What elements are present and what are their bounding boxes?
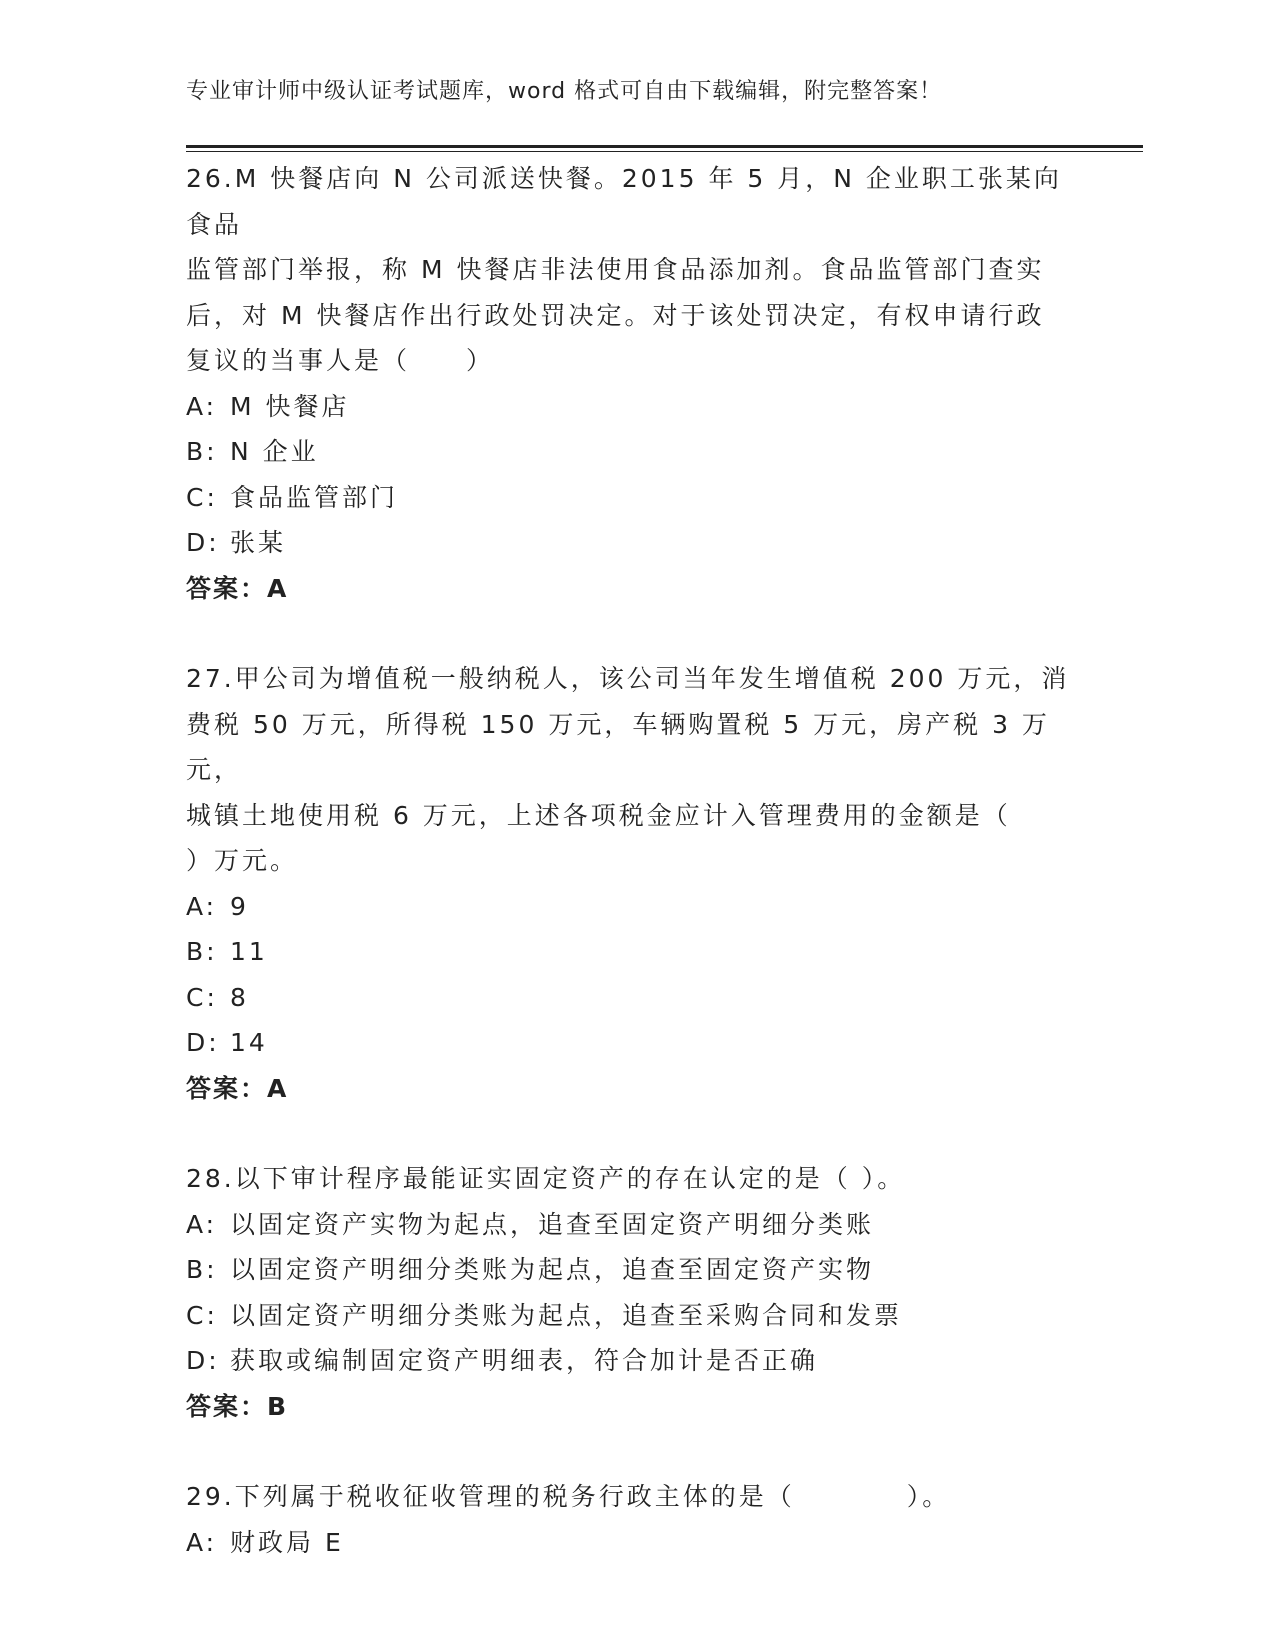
question-26	[186, 156, 1086, 611]
option-letter: B:	[186, 1255, 218, 1284]
option-letter: D:	[186, 1346, 220, 1375]
option-text: N 企业	[230, 437, 319, 466]
option-text: 以固定资产明细分类账为起点，追查至采购合同和发票	[230, 1300, 903, 1330]
option-a	[186, 1520, 1086, 1566]
question-stem: 28.以下审计程序最能证实固定资产的存在认定的是（ ）。	[186, 1164, 906, 1193]
option-a	[186, 384, 1086, 430]
question-stem: 27.甲公司为增值税一般纳税人，该公司当年发生增值税 200 万元，消 费税 50 万元，所得税 150 万元，车辆购置税 5 万元，房产税 3 万元， 城镇土地使用税 6 万元，上述各项税金应计入管理费用的金额是（ ）万元。	[186, 664, 1070, 875]
answer-line: 答案：A	[186, 1073, 289, 1103]
option-letter: D:	[186, 528, 220, 557]
option-letter: C:	[186, 982, 218, 1012]
option-letter: C:	[186, 1300, 218, 1330]
page-header: 专业审计师中级认证考试题库，word 格式可自由下载编辑，附完整答案！	[186, 79, 943, 104]
option-b	[186, 429, 1086, 475]
option-text: 获取或编制固定资产明细表，符合加计是否正确	[230, 1346, 819, 1375]
option-letter: D:	[186, 1028, 220, 1057]
option-a	[186, 884, 1086, 930]
question-stem: 29.下列属于税收征收管理的税务行政主体的是（ ）。	[186, 1482, 951, 1511]
option-letter: C:	[186, 482, 218, 512]
option-b	[186, 1247, 1086, 1293]
answer-line: 答案：A	[186, 573, 289, 603]
option-c	[186, 1293, 1086, 1339]
option-c	[186, 475, 1086, 521]
question-27	[186, 656, 1086, 1111]
header-divider	[186, 145, 1143, 152]
option-letter: A:	[186, 891, 218, 921]
option-d	[186, 1020, 1086, 1066]
option-letter: A:	[186, 391, 218, 421]
option-d	[186, 520, 1086, 566]
question-stem: 26.M 快餐店向 N 公司派送快餐。2015 年 5 月，N 企业职工张某向食品 监管部门举报，称 M 快餐店非法使用食品添加剂。食品监管部门查实 后，对 M 快餐店作出行政处罚决定。对于该处罚决定，有权申请行政 复议的当事人是（ ）	[186, 164, 1062, 375]
answer-line: 答案：B	[186, 1391, 289, 1421]
option-c	[186, 975, 1086, 1021]
option-text: 8	[230, 982, 249, 1012]
option-b	[186, 929, 1086, 975]
option-text: 财政局 E	[230, 1527, 344, 1557]
question-list	[186, 156, 1086, 1610]
option-letter: A:	[186, 1527, 218, 1557]
option-a	[186, 1202, 1086, 1248]
option-text: 14	[230, 1028, 268, 1057]
option-text: M 快餐店	[230, 391, 350, 421]
option-letter: A:	[186, 1209, 218, 1239]
option-text: 食品监管部门	[230, 482, 399, 512]
option-text: 9	[230, 891, 249, 921]
option-text: 11	[230, 937, 268, 966]
option-text: 以固定资产实物为起点，追查至固定资产明细分类账	[230, 1209, 875, 1239]
option-text: 以固定资产明细分类账为起点，追查至固定资产实物	[230, 1255, 875, 1284]
option-text: 张某	[230, 528, 287, 557]
option-letter: B:	[186, 437, 218, 466]
question-28	[186, 1156, 1086, 1429]
option-d	[186, 1338, 1086, 1384]
option-letter: B:	[186, 937, 218, 966]
question-29	[186, 1474, 1086, 1565]
